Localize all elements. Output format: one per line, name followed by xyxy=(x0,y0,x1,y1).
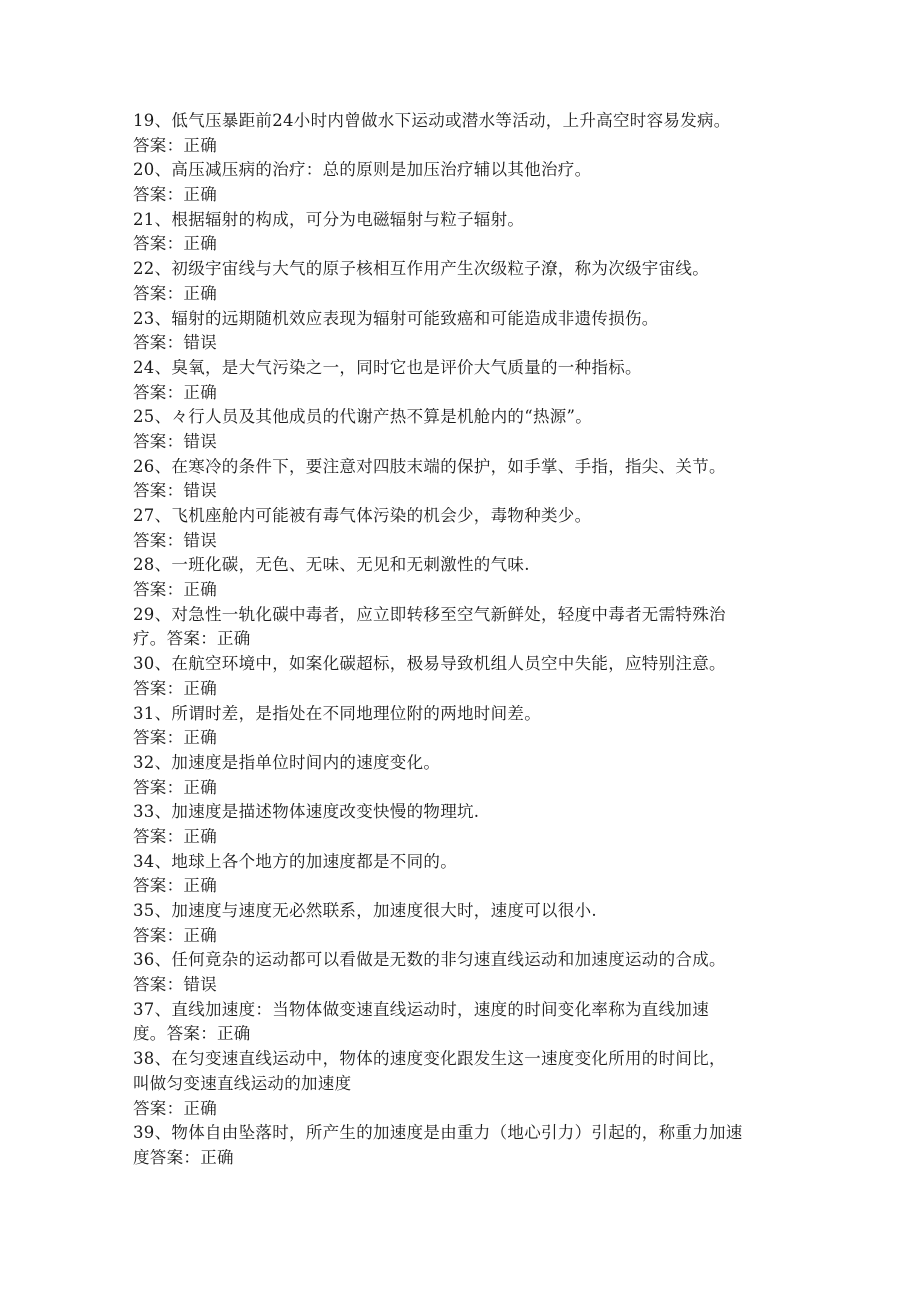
text-line: 答案：正确 xyxy=(133,1098,217,1118)
text-line: 答案：正确 xyxy=(133,234,217,254)
text-line: 20、高压减压病的治疗：总的原则是加压治疗辅以其他治疗。 xyxy=(133,160,592,180)
text-line: 33、加速度是描述物体速度改变快慢的物理坑. xyxy=(133,802,480,822)
text-line: 32、加速度是指单位时间内的速度变化。 xyxy=(133,752,441,772)
text-line: 27、飞机座舱内可能被有毒气体污染的机会少，毒物种类少。 xyxy=(133,506,592,525)
text-line: 31、所谓时差，是指处在不同地理位附的两地时间差。 xyxy=(133,703,541,723)
text-line: 38、在匀变速直线运动中，物体的速度变化跟发生这一速度变化所用的时间比， xyxy=(133,1049,726,1069)
text-line: 19、低气压暴距前24小时内曾做水下运动或潜水等活动，上升高空时容易发病。 xyxy=(133,111,731,130)
text-line: 30、在航空环境中，如案化碳超标，极易导致机组人员空中失能，应特别注意。 xyxy=(133,654,726,674)
text-line: 度。答案：正确 xyxy=(133,1024,251,1044)
text-line: 35、加速度与速度无必然联系，加速度很大时，速度可以很小. xyxy=(133,901,597,920)
text-line: 答案：错误 xyxy=(133,975,217,995)
text-line: 答案：正确 xyxy=(133,580,217,600)
text-line: 答案：正确 xyxy=(133,678,217,698)
text-line: 疗。答案：正确 xyxy=(133,629,251,649)
text-line: 答案：正确 xyxy=(133,283,217,303)
text-line: 答案：正确 xyxy=(133,777,217,797)
text-line: 25、々行人员及其他成员的代谢产热不算是机舱内的“热源”。 xyxy=(133,407,593,427)
text-line: 29、对急性一轨化碳中毒者，应立即转移至空气新鲜处，轻度中毒者无需特殊治 xyxy=(133,604,726,624)
text-line: 叫做匀变速直线运动的加速度 xyxy=(133,1073,352,1093)
text-line: 23、辐射的远期随机效应表现为辐射可能致癌和可能造成非遗传损伤。 xyxy=(133,308,659,328)
text-line: 36、任何竟杂的运动都可以看做是无数的非匀速直线运动和加速度运动的合成。 xyxy=(133,950,726,970)
text-line: 答案：正确 xyxy=(133,728,217,748)
text-line: 答案：错误 xyxy=(133,431,217,451)
text-line: 答案：正确 xyxy=(133,826,217,846)
text-line: 26、在寒冷的条件下，要注意对四肢末端的保护，如手掌、手指，指尖、关节。 xyxy=(133,456,726,476)
text-line: 37、直线加速度：当物体做变速直线运动时，速度的时间变化率称为直线加速 xyxy=(133,999,709,1019)
text-line: 答案：正确 xyxy=(133,135,217,155)
text-line: 答案：错误 xyxy=(133,333,217,353)
question-list xyxy=(133,109,793,1171)
text-line: 24、臭氧，是大气污染之一，同时它也是评价大气质量的一种指标。 xyxy=(133,357,642,377)
text-line: 28、一班化碳，无色、无味、无见和无刺激性的气味. xyxy=(133,555,530,575)
text-line: 答案：正确 xyxy=(133,185,217,205)
text-line: 34、地球上各个地方的加速度都是不同的。 xyxy=(133,851,457,871)
text-line: 答案：正确 xyxy=(133,925,217,945)
text-line: 答案：正确 xyxy=(133,382,217,402)
text-line: 度答案：正确 xyxy=(133,1147,234,1167)
text-line: 答案：错误 xyxy=(133,530,217,550)
text-line: 答案：错误 xyxy=(133,481,217,501)
text-line: 答案：正确 xyxy=(133,876,217,896)
text-line: 39、物体自由坠落时，所产生的加速度是由重力（地心引力）引起的，称重力加速 xyxy=(133,1123,743,1143)
text-line: 22、初级宇宙线与大气的原子核相互作用产生次级粒子潦，称为次级宇宙线。 xyxy=(133,259,709,279)
text-line: 21、根据辐射的构成，可分为电磁辐射与粒子辐射。 xyxy=(133,209,525,229)
